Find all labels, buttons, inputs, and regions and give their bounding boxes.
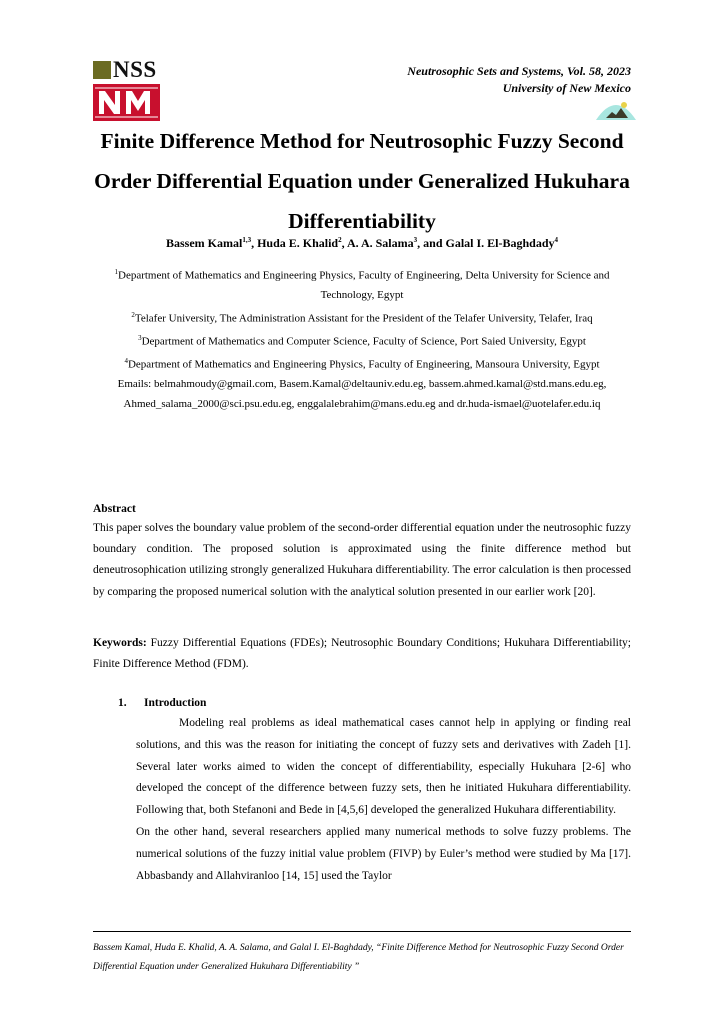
author-affiliation-mark: 3 xyxy=(413,236,418,244)
paper-title: Finite Difference Method for Neutrosophic Fuzzy Second Order Differential Equation under Generalized Hukuhara Differentiability xyxy=(94,129,630,233)
nss-logo xyxy=(93,57,157,82)
author-separator: , and xyxy=(417,236,446,250)
abstract-heading: Abstract xyxy=(93,503,136,515)
section-heading xyxy=(118,697,206,709)
author-affiliation-mark: 1,3 xyxy=(242,236,252,244)
affiliation xyxy=(110,306,614,329)
section-title: Introduction xyxy=(144,697,207,709)
affiliations xyxy=(110,263,614,414)
author-name: Bassem Kamal xyxy=(165,236,243,250)
emails: Emails: belmahmoudy@gmail.com, Basem.Kamal@deltauniv.edu.eg, bassem.ahmed.kamal@std.mans.edu.eg, Ahmed_salama_2000@sci.psu.edu.eg, enggalalebrahim@mans.edu.eg and dr.huda-ismael@uotelafer.edu.iq xyxy=(117,378,607,410)
author-affiliation-mark: 4 xyxy=(554,236,559,244)
abstract-text: This paper solves the boundary value problem of the second-order differential equation under the neutrosophic fuzzy boundary condition. The proposed solution is approximated using the finite difference method but deneutrosophication utilizing strongly generalized Hukuhara differentiability. The error calculation is then processed by comparing the proposed numerical solution with the analytical solution presented in our earlier work [20]. xyxy=(93,522,631,598)
affiliation-text: Department of Mathematics and Engineering Physics, Faculty of Engineering, Mansoura University, Egypt xyxy=(127,358,600,371)
keywords-label: Keywords: xyxy=(93,637,147,649)
affiliation xyxy=(110,263,614,306)
affiliation-mark: 2 xyxy=(131,310,135,319)
author-name: Huda E. Khalid xyxy=(257,236,339,250)
affiliation-text: Department of Mathematics and Engineering Physics, Faculty of Engineering, Delta University for Science and Technology, Egypt xyxy=(118,269,610,302)
university-name: University of New Mexico xyxy=(502,81,631,95)
author-name: A. A. Salama xyxy=(346,236,414,250)
author-list xyxy=(80,236,644,251)
affiliation xyxy=(110,352,614,375)
affiliation-mark: 4 xyxy=(124,356,128,365)
paragraph: Modeling real problems as ideal mathematical cases cannot help in applying or finding real solutions, and this was the reason for initiating the concept of fuzzy sets and derivatives with Zadeh [1]. Several later works aimed to widen the concept of differentiability, especially Hukuhara [2-6] who developed the concept of the difference between fuzzy sets, then he initiated Hukuhara differentiability. Following that, both Stefanoni and Bede in [4,5,6] developed the generalized Hukuhara differentiability. xyxy=(136,717,631,817)
author-name: Galal I. El-Baghdady xyxy=(445,236,555,250)
nss-logo-text: NSS xyxy=(113,57,157,82)
author-affiliation-mark: 2 xyxy=(338,236,342,244)
footer-divider xyxy=(93,931,631,932)
affiliation-text: Department of Mathematics and Computer Science, Faculty of Science, Port Saied University, Egypt xyxy=(141,335,586,348)
affiliation-text: Telafer University, The Administration Assistant for the President of the Telafer University, Telafer, Iraq xyxy=(134,312,593,325)
keywords-text: Fuzzy Differential Equations (FDEs); Neutrosophic Boundary Conditions; Hukuhara Differentiability; Finite Difference Method (FDM). xyxy=(93,637,632,670)
mountain-logo-icon xyxy=(594,96,638,122)
nss-logo-square xyxy=(93,61,111,79)
unm-logo xyxy=(93,84,160,121)
affiliation-mark: 3 xyxy=(138,333,142,342)
author-separator: , xyxy=(251,236,258,250)
footer-citation: Bassem Kamal, Huda E. Khalid, A. A. Salama, and Galal I. El-Baghdady, “Finite Difference Method for Neutrosophic Fuzzy Second Order Differential Equation under Generalized Hukuhara Differentiability ” xyxy=(93,943,624,972)
keywords xyxy=(93,633,631,675)
affiliation xyxy=(110,329,614,352)
affiliation-mark: 1 xyxy=(114,268,118,276)
author-separator: , xyxy=(341,236,347,250)
introduction-body xyxy=(136,713,631,887)
journal-info: Neutrosophic Sets and Systems, Vol. 58, 2023 xyxy=(407,64,631,78)
section-number: 1. xyxy=(118,697,127,709)
paragraph: On the other hand, several researchers applied many numerical methods to solve fuzzy problems. The numerical solutions of the fuzzy initial value problem (FIVP) by Euler’s method were studied by Ma [17]. Abbasbandy and Allahviranloo [14, 15] used the Taylor xyxy=(136,825,631,882)
